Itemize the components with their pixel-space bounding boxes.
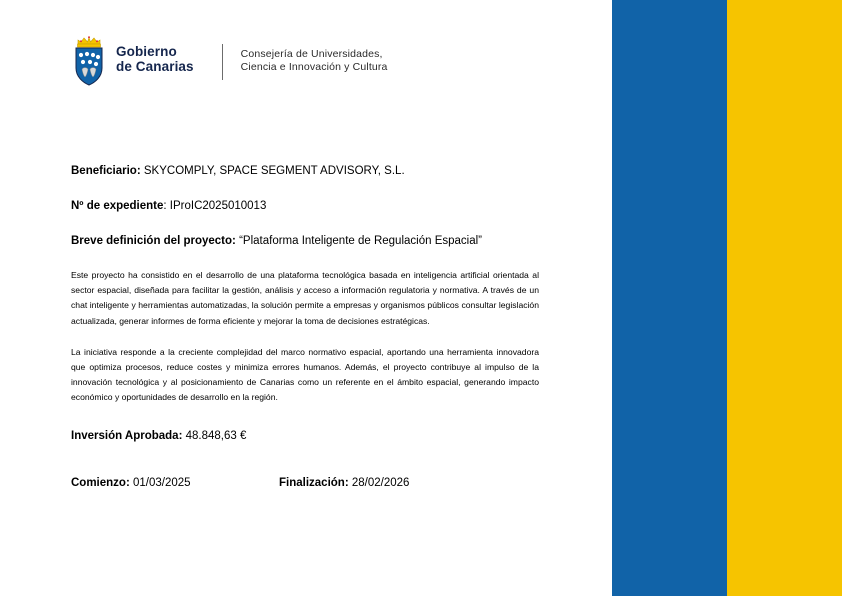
document-body — [71, 163, 539, 489]
start-date-field — [71, 477, 279, 489]
start-date-value: 01/03/2025 — [129, 476, 191, 489]
investment-value: 48.848,63 € — [182, 429, 247, 442]
government-wordmark — [116, 36, 194, 74]
document-header — [71, 36, 388, 88]
department-name — [241, 36, 388, 74]
project-dates — [71, 477, 539, 489]
department-line-2: Ciencia e Innovación y Cultura — [240, 61, 388, 73]
project-definition-field — [71, 233, 539, 249]
start-date-label: Comienzo: — [71, 476, 130, 489]
vertical-divider — [222, 44, 223, 80]
end-date-value: 28/02/2026 — [348, 476, 410, 489]
beneficiary-value: SKYCOMPLY, SPACE SEGMENT ADVISORY, S.L. — [143, 165, 405, 177]
government-line-2: de Canarias — [116, 58, 194, 74]
file-number-field — [71, 198, 539, 214]
investment-label: Inversión Aprobada: — [71, 429, 183, 442]
file-number-value: : IProIC2025010013 — [163, 200, 267, 212]
project-definition-value: “Plataforma Inteligente de Regulación Espacial” — [239, 235, 482, 247]
project-paragraph-2: La iniciativa responde a la creciente complejidad del marco normativo espacial, aportando una herramienta innovadora que optimiza procesos, reduce costes y minimiza errores humanos. Además, el proyecto contribuye al impulso de la innovación tecnológica y al posicionamiento de Canarias como un referente en el ámbito espacial, generando impacto económico y oportunidades de desarrollo en la región. — [71, 346, 539, 403]
end-date-label: Finalización: — [279, 476, 349, 489]
government-line-1: Gobierno — [116, 44, 177, 59]
yellow-band — [727, 0, 842, 596]
decorative-color-bands — [612, 0, 842, 596]
file-number-label: Nº de expediente — [71, 200, 164, 212]
beneficiary-label: Beneficiario: — [71, 165, 141, 177]
department-line-1: Consejería de Universidades, — [240, 48, 383, 60]
project-paragraph-1: Este proyecto ha consistido en el desarrollo de una plataforma tecnológica basada en inteligencia artificial orientada al sector espacial, diseñada para facilitar la gestión, análisis y acceso a información regulatoria y normativa. A través de un chat inteligente y herramientas automatizadas, la solución permite a empresas y organismos públicos consultar legislación actualizada, generar informes de forma eficiente y mejorar la toma de decisiones estratégicas. — [71, 270, 539, 326]
coat-of-arms-icon — [71, 36, 107, 88]
end-date-field — [279, 477, 409, 489]
project-definition-label: Breve definición del proyecto: — [71, 235, 236, 247]
beneficiary-field — [71, 163, 539, 179]
investment-field — [71, 428, 539, 444]
blue-band — [612, 0, 727, 596]
